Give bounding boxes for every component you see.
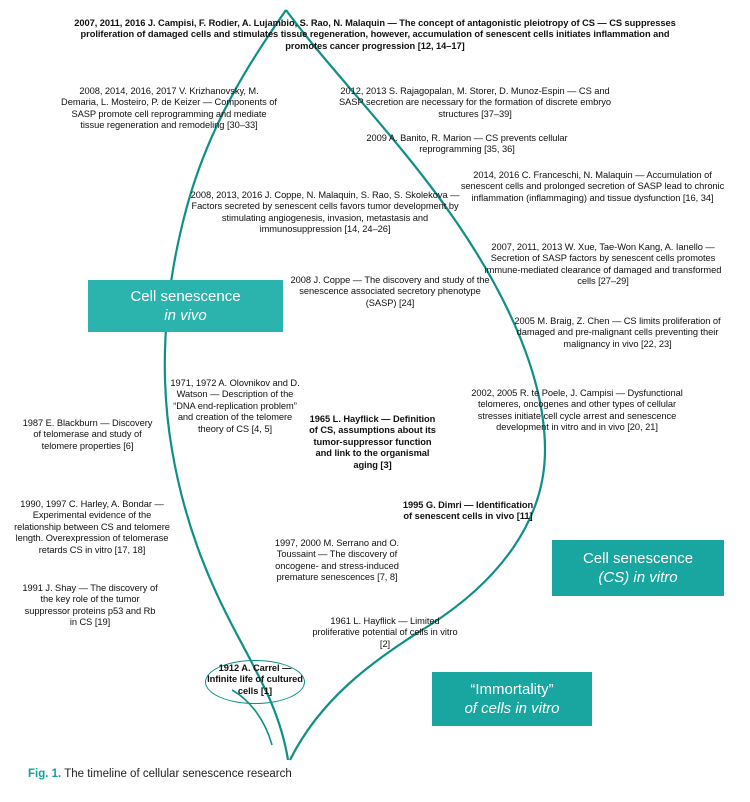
tag-cell-senescence-in-vitro xyxy=(552,540,724,596)
note-olovnikov-1971: 1971, 1972 A. Olovnikov and D. Watson — Description of the “DNA end-replication problem” and creation of the telomere theory of CS [4, 5] xyxy=(170,378,300,434)
note-campisi-2007: 2007, 2011, 2016 J. Campisi, F. Rodier, A. Lujambio, S. Rao, N. Malaquin — The concept of antagonistic pleiotropy of CS — CS suppresses proliferation of damaged cells and stimulates tissue regeneration, however, accumulation of senescent cells initiates inflammation and promotes cancer progression [12, 14–17] xyxy=(74,18,676,51)
note-banito-2009: 2009 A. Banito, R. Marion — CS prevents cellular reprogramming [35, 36] xyxy=(366,133,568,155)
figure-caption-lead: Fig. 1. xyxy=(28,768,62,780)
note-coppe-2008: 2008 J. Coppe — The discovery and study of the senescence associated secretory phenotype (SASP) [24] xyxy=(290,275,490,308)
tag-immortality-line2: of cells in vitro xyxy=(464,700,560,717)
note-coppe-2008-2013-2016: 2008, 2013, 2016 J. Coppe, N. Malaquin, S. Rao, S. Skolekova — Factors secreted by senescent cells favors tumor development by stimulating angiogenesis, invasion, metastasis and immunosuppression [14, 24–26] xyxy=(190,190,460,235)
note-tepoele-2002: 2002, 2005 R. te Poele, J. Campisi — Dysfunctional telomeres, oncogenes and other types of cellular stresses initiate cell cycle arrest and senescence development in vitro and in vivo [20, 21] xyxy=(471,388,683,433)
tag-immortality-line1: “Immortality” xyxy=(470,681,554,698)
figure-caption xyxy=(28,768,292,780)
tag-immortality-of-cells-in-vitro xyxy=(432,672,592,726)
note-xue-2007: 2007, 2011, 2013 W. Xue, Tae-Won Kang, A. Ianello — Secretion of SASP factors by senescent cells promotes immune-mediated clearance of damaged and transformed cells [27–29] xyxy=(484,242,722,287)
note-shay-1991: 1991 J. Shay — The discovery of the key role of the tumor suppressor proteins p53 and Rb in CS [19] xyxy=(22,583,158,628)
note-dimri-1995: 1995 G. Dimri — Identification of senescent cells in vivo [11] xyxy=(402,500,534,522)
note-carrel-1912: 1912 A. Carrel — Infinite life of cultured cells [1] xyxy=(207,663,303,696)
tag-in-vitro-line2: (CS) in vitro xyxy=(598,569,678,586)
note-braig-2005: 2005 M. Braig, Z. Chen — CS limits proliferation of damaged and pre-malignant cells preventing their malignancy in vivo [22, 23] xyxy=(514,316,721,349)
note-hayflick-1965: 1965 L. Hayflick — Definition of CS, assumptions about its tumor-suppressor function and link to the organismal aging [3] xyxy=(309,414,436,470)
tag-in-vivo-line1: Cell senescence xyxy=(130,288,241,305)
tag-cell-senescence-in-vivo xyxy=(88,280,283,332)
note-hayflick-1961: 1961 L. Hayflick — Limited proliferative potential of cells in vitro [2] xyxy=(312,616,458,649)
tag-in-vitro-line1: Cell senescence xyxy=(582,550,694,567)
tag-in-vivo-line2: in vivo xyxy=(164,307,207,324)
note-franceschi-2014: 2014, 2016 C. Franceschi, N. Malaquin — Accumulation of senescent cells and prolonged secretion of SASP lead to chronic inflammation (inflammaging) and tissue dysfunction [16, 34] xyxy=(460,170,725,203)
figure-caption-text: The timeline of cellular senescence research xyxy=(61,768,292,780)
note-rajagopalan-2012: 2012, 2013 S. Rajagopalan, M. Storer, D. Munoz-Espin — CS and SASP secretion are necessary for the formation of discrete embryo structures [37–39] xyxy=(339,86,611,119)
note-blackburn-1987: 1987 E. Blackburn — Discovery of telomerase and study of telomere properties [6] xyxy=(22,418,153,451)
note-krizhanovsky-2008: 2008, 2014, 2016, 2017 V. Krizhanovsky, M. Demaria, L. Mosteiro, P. de Keizer — Components of SASP promote cell reprogramming and mediate tissue regeneration and remodeling [30–33] xyxy=(61,86,277,131)
note-serrano-1997: 1997, 2000 M. Serrano and O. Toussaint — The discovery of oncogene- and stress-induced premature senescences [7, 8] xyxy=(274,538,400,583)
note-harley-1990: 1990, 1997 C. Harley, A. Bondar — Experimental evidence of the relationship between CS and telomere length. Overexpression of telomerase retards CS in vitro [17, 18] xyxy=(14,499,170,555)
